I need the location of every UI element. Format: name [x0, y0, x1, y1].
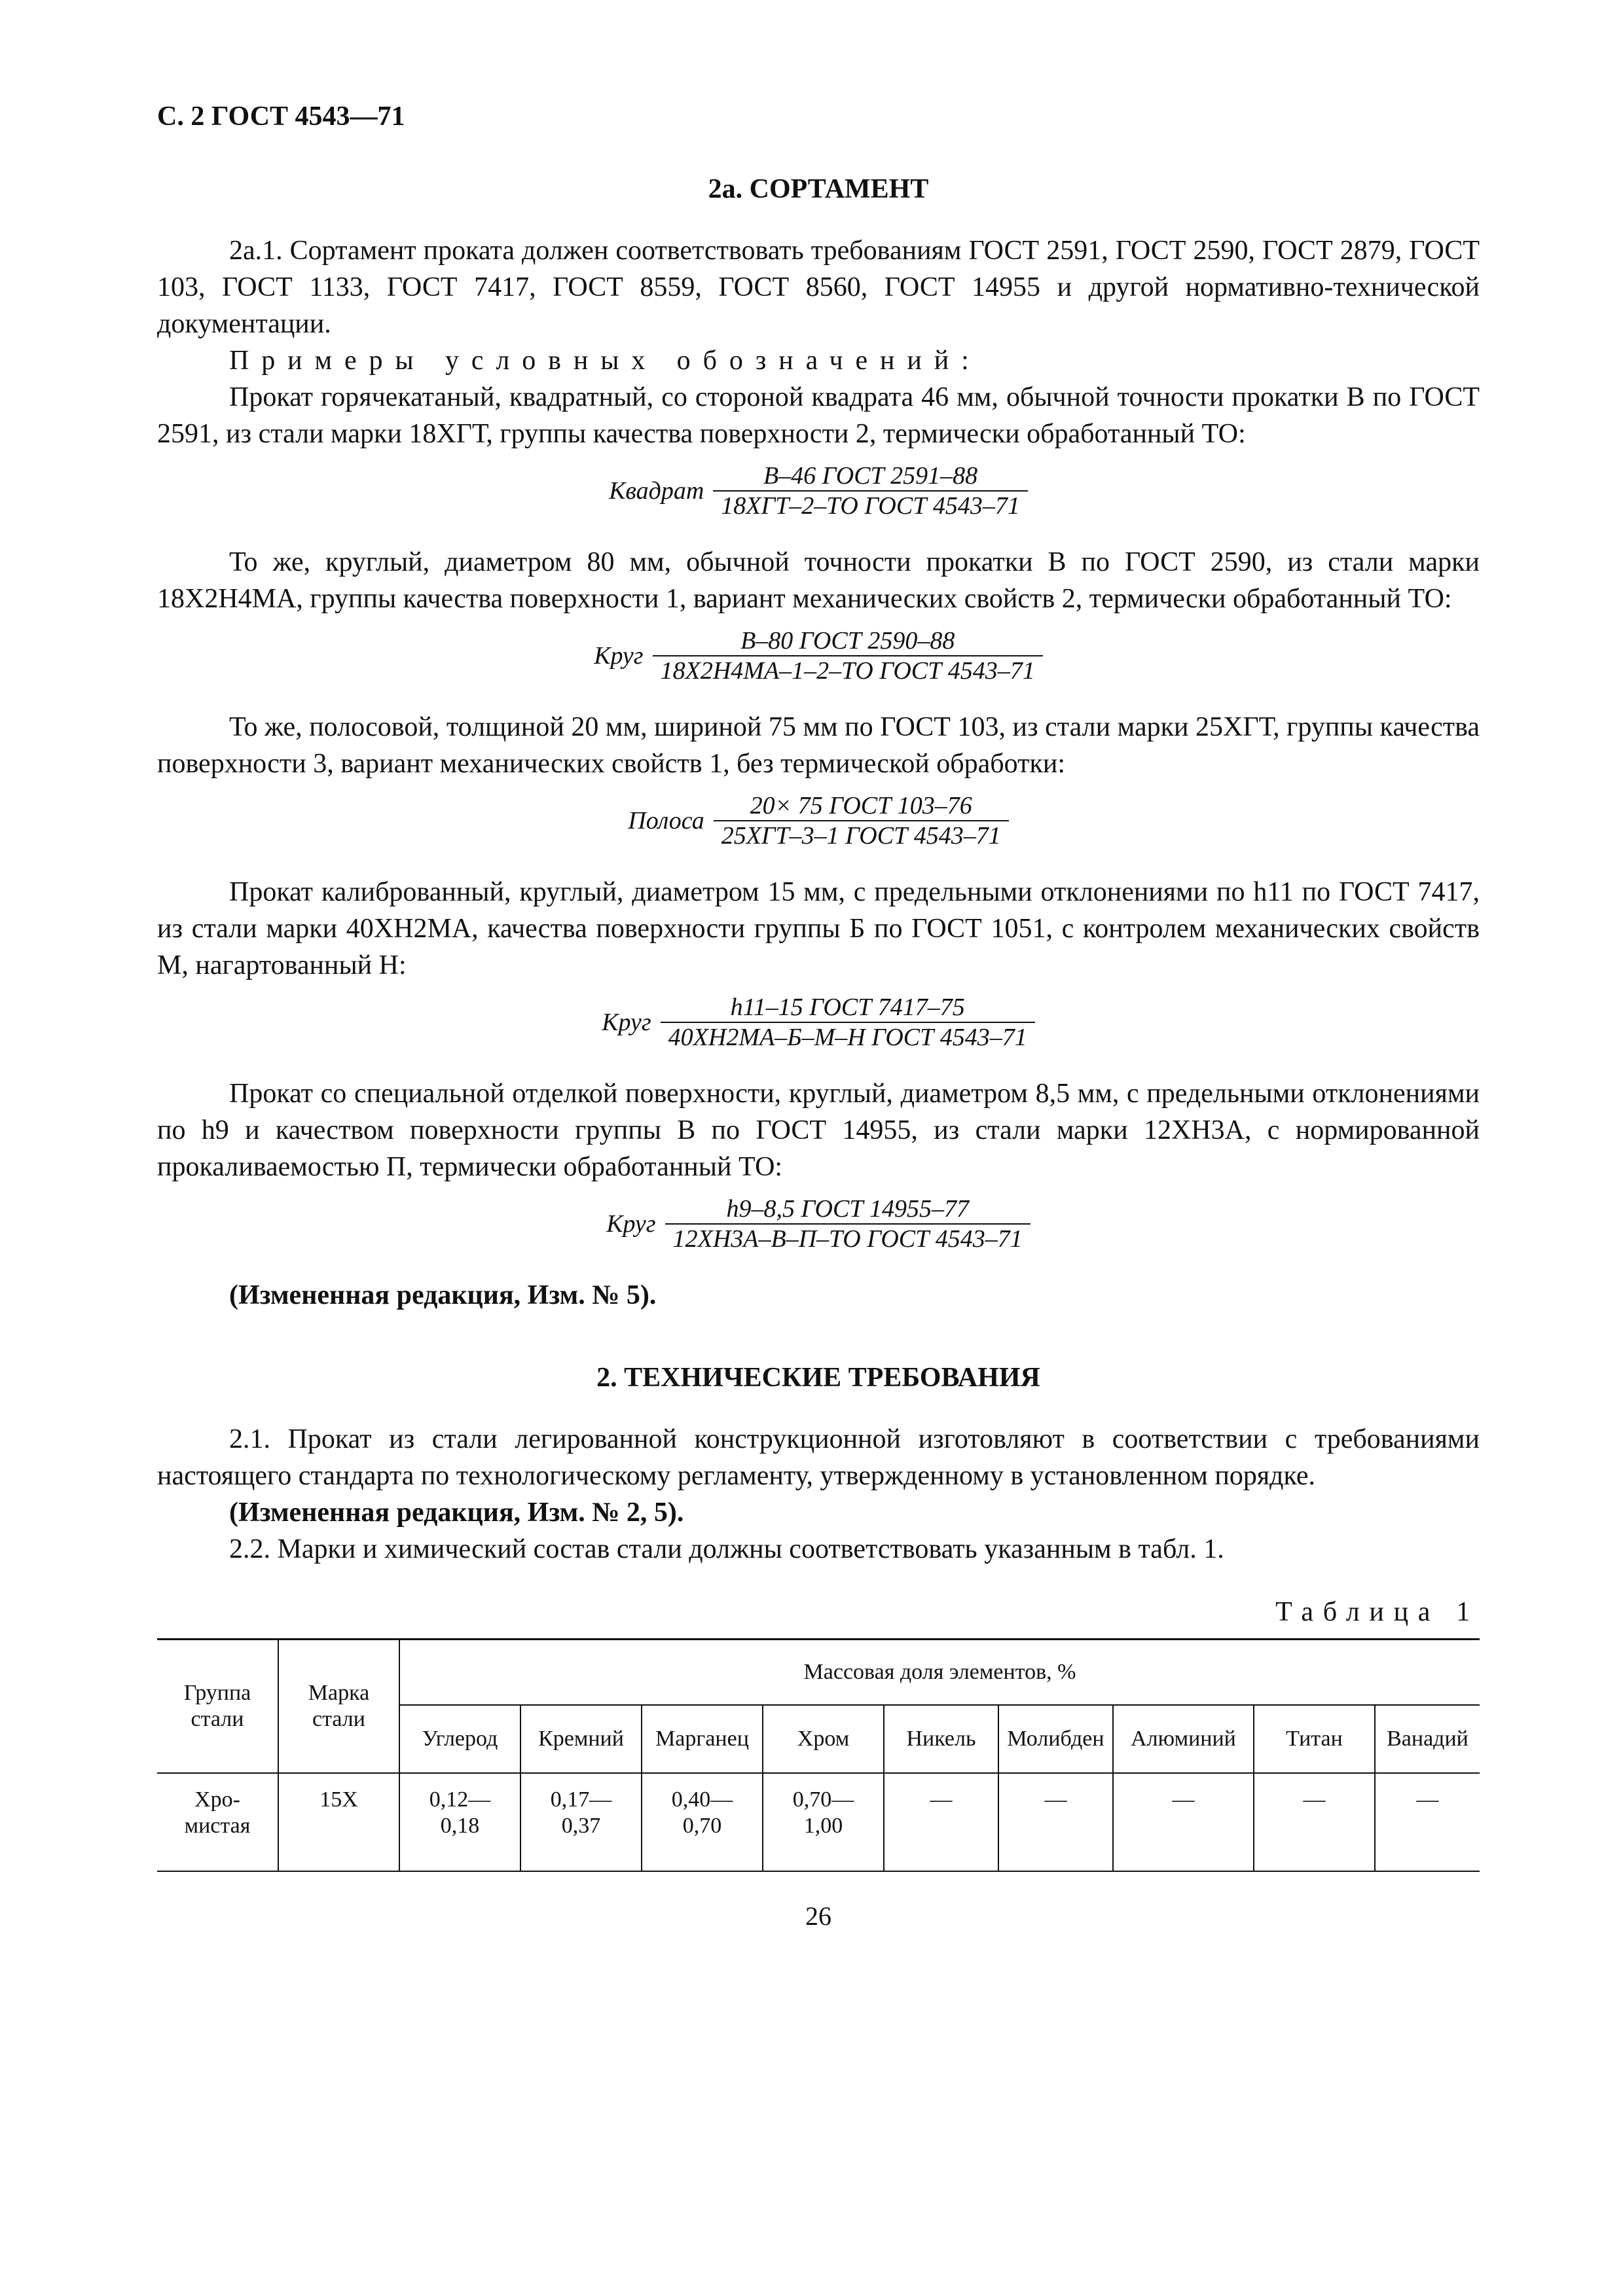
header-nickel: Никель — [884, 1705, 998, 1773]
chemical-composition-table — [157, 1638, 1480, 1872]
page-number: 26 — [805, 1901, 831, 1931]
formula-numerator: h9–8,5 ГОСТ 14955–77 — [726, 1195, 969, 1223]
formula-denominator: 18ХГТ–2–ТО ГОСТ 4543–71 — [713, 490, 1028, 520]
formula-numerator: В–46 ГОСТ 2591–88 — [763, 462, 978, 490]
formula-denominator: 25ХГТ–3–1 ГОСТ 4543–71 — [714, 820, 1009, 850]
cell-value: 0,40— 0,70 — [642, 1773, 763, 1871]
paragraph-2-1: 2.1. Прокат из стали легированной конструкционной изготовляют в соответствии с требованиями настоящего стандарта по технологическому регламенту, утвержденному в установленном порядке. — [157, 1424, 1480, 1491]
cell-value: 0,70— 1,00 — [763, 1773, 884, 1871]
header-carbon: Углерод — [399, 1705, 520, 1773]
example-3-text: То же, полосовой, толщиной 20 мм, шириной 75 мм по ГОСТ 103, из стали марки 25ХГТ, группы качества поверхности 3, вариант механических свойств 1, без термической обработки: — [157, 712, 1480, 779]
formula-2 — [157, 626, 1480, 685]
example-1-text: Прокат горячекатаный, квадратный, со стороной квадрата 46 мм, обычной точности прокатки В по ГОСТ 2591, из стали марки 18ХГТ, группы качества поверхности 2, термически обработанный ТО: — [157, 382, 1480, 449]
cell-value: — — [1113, 1773, 1254, 1871]
cell-value: — — [1416, 1787, 1439, 1812]
formula-name: Квадрат — [609, 477, 704, 505]
document-page — [157, 98, 1480, 1935]
example-2-text: То же, круглый, диаметром 80 мм, обычной точности прокатки В по ГОСТ 2590, из стали марки 18Х2Н4МА, группы качества поверхности 1, вариант механических свойств 2, термически обработанный ТО: — [157, 547, 1480, 614]
table-caption: Таблица 1 — [1275, 1597, 1480, 1627]
formula-numerator: 20× 75 ГОСТ 103–76 — [750, 792, 972, 819]
formula-denominator: 12ХН3А–В–П–ТО ГОСТ 4543–71 — [665, 1223, 1030, 1253]
cell-value: 0,17— 0,37 — [520, 1773, 642, 1871]
section-title-2a: 2а. СОРТАМЕНТ — [708, 174, 929, 204]
formula-4 — [157, 993, 1480, 1052]
table-row — [157, 1773, 1480, 1871]
revision-note-2a: (Измененная редакция, Изм. № 5). — [229, 1280, 657, 1310]
formula-name: Круг — [606, 1210, 656, 1238]
header-mass-fraction: Массовая доля элементов, % — [399, 1640, 1480, 1705]
formula-numerator: h11–15 ГОСТ 7417–75 — [730, 994, 965, 1021]
cell-value: — — [1254, 1773, 1375, 1871]
header-silicon: Кремний — [520, 1705, 642, 1773]
examples-label: Примеры условных обозначений: — [229, 346, 981, 376]
header-manganese: Марганец — [642, 1705, 763, 1773]
header-aluminium: Алюминий — [1113, 1705, 1254, 1773]
section-title-2: 2. ТЕХНИЧЕСКИЕ ТРЕБОВАНИЯ — [596, 1363, 1040, 1393]
header-molybdenum: Молибден — [998, 1705, 1113, 1773]
cell-grade: 15Х — [278, 1773, 399, 1871]
formula-name: Круг — [602, 1009, 651, 1036]
formula-1 — [157, 461, 1480, 520]
header-titanium: Титан — [1254, 1705, 1375, 1773]
cell-value: — — [884, 1773, 998, 1871]
page-header: С. 2 ГОСТ 4543—71 — [157, 101, 405, 132]
formula-name: Полоса — [628, 807, 704, 834]
formula-numerator: В–80 ГОСТ 2590–88 — [740, 627, 955, 655]
header-chromium: Хром — [763, 1705, 884, 1773]
formula-5 — [157, 1194, 1480, 1253]
example-4-text: Прокат калиброванный, круглый, диаметром 15 мм, с предельными отклонениями по h11 по ГОСТ 7417, из стали марки 40ХН2МА, качества поверхности группы Б по ГОСТ 1051, с контролем механических свойств М, нагартованный Н: — [157, 877, 1480, 980]
formula-denominator: 40ХН2МА–Б–М–Н ГОСТ 4543–71 — [661, 1022, 1035, 1052]
cell-value: — — [998, 1773, 1113, 1871]
paragraph-2a1: 2а.1. Сортамент проката должен соответствовать требованиям ГОСТ 2591, ГОСТ 2590, ГОСТ 2879, ГОСТ 103, ГОСТ 1133, ГОСТ 7417, ГОСТ 8559, ГОСТ 8560, ГОСТ 14955 и другой нормативно-технической документации. — [157, 236, 1480, 339]
formula-3 — [157, 791, 1480, 850]
example-5-text: Прокат со специальной отделкой поверхности, круглый, диаметром 8,5 мм, с предельными отклонениями по h9 и качеством поверхности группы В по ГОСТ 14955, из стали марки 12ХН3А, с нормированной прокаливаемостью П, термически обработанный ТО: — [157, 1079, 1480, 1182]
cell-value: 0,12— 0,18 — [399, 1773, 520, 1871]
formula-denominator: 18Х2Н4МА–1–2–ТО ГОСТ 4543–71 — [653, 655, 1043, 685]
cell-group: Хро- мистая — [157, 1773, 278, 1871]
header-steel-grade: Марка стали — [278, 1640, 399, 1773]
header-vanadium: Ванадий — [1375, 1705, 1480, 1773]
revision-note-2: (Измененная редакция, Изм. № 2, 5). — [229, 1498, 684, 1528]
paragraph-2-2: 2.2. Марки и химический состав стали должны соответствовать указанным в табл. 1. — [229, 1534, 1224, 1564]
formula-name: Круг — [594, 642, 644, 670]
header-steel-group: Группа стали — [157, 1640, 278, 1773]
